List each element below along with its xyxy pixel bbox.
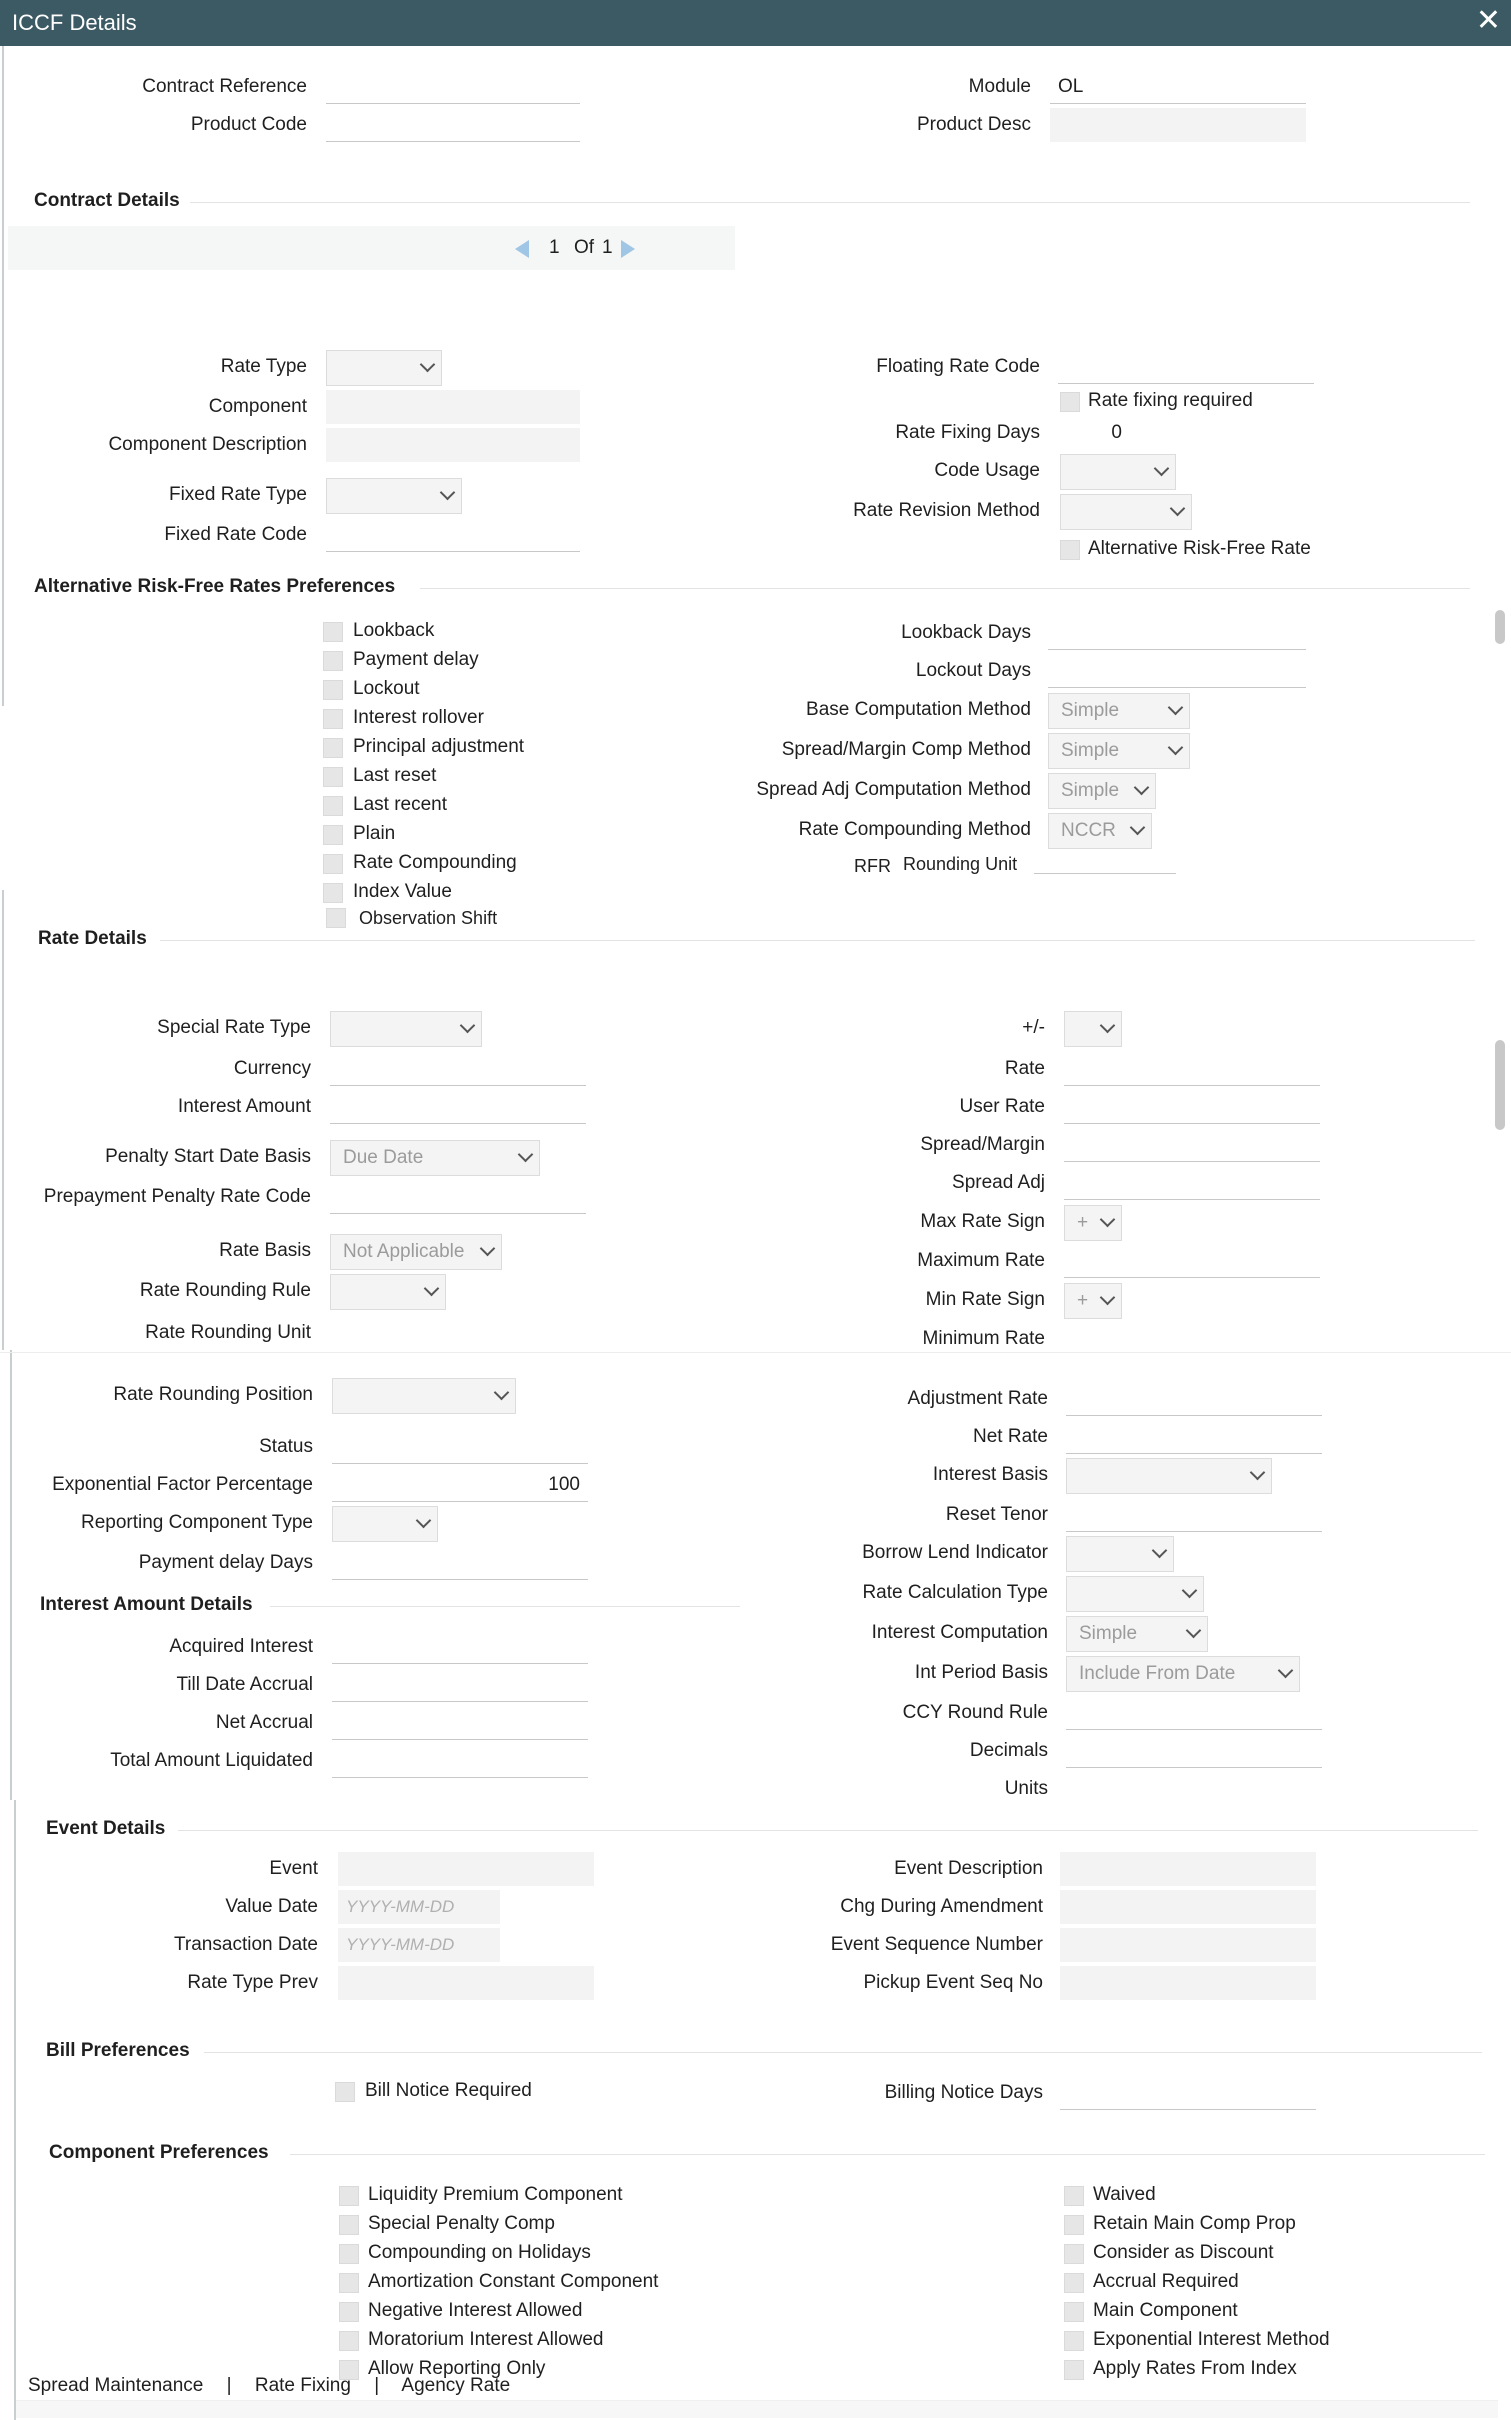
chevron-down-icon bbox=[1100, 1290, 1116, 1306]
total-amount-liquidated-input[interactable] bbox=[332, 1744, 588, 1778]
net-accrual-label: Net Accrual bbox=[215, 1712, 313, 1733]
window-title: ICCF Details bbox=[12, 10, 137, 35]
section-divider bbox=[160, 940, 1475, 941]
apply-rates-from-index-checkbox[interactable] bbox=[1064, 2360, 1084, 2380]
waived-label: Waived bbox=[1093, 2184, 1156, 2205]
exponential-interest-method-label: Exponential Interest Method bbox=[1093, 2329, 1330, 2350]
negative-interest-allowed-checkbox[interactable] bbox=[339, 2302, 359, 2322]
spread-adj-computation-select[interactable] bbox=[1048, 773, 1156, 809]
product-code-input[interactable] bbox=[326, 108, 580, 142]
footer-links bbox=[28, 2375, 510, 2397]
product-desc-input bbox=[1050, 108, 1306, 142]
max-rate-sign-label: Max Rate Sign bbox=[920, 1211, 1045, 1232]
scrollbar-thumb[interactable] bbox=[1495, 610, 1505, 644]
spread-margin-input[interactable] bbox=[1064, 1128, 1320, 1162]
retain-main-comp-prop-label: Retain Main Comp Prop bbox=[1093, 2213, 1296, 2234]
payment-delay-days-input[interactable] bbox=[332, 1546, 588, 1580]
last-reset-checkbox[interactable] bbox=[323, 767, 343, 787]
interest-basis-select[interactable] bbox=[1066, 1458, 1272, 1494]
left-border bbox=[14, 1800, 16, 2420]
currency-input[interactable] bbox=[330, 1052, 586, 1086]
rate-basis-select[interactable] bbox=[330, 1234, 502, 1270]
acquired-interest-input[interactable] bbox=[332, 1630, 588, 1664]
frame-divider bbox=[0, 1352, 1511, 1353]
lockout-days-input[interactable] bbox=[1048, 654, 1306, 688]
moratorium-interest-allowed-checkbox[interactable] bbox=[339, 2331, 359, 2351]
payment-delay-label: Payment delay bbox=[353, 649, 479, 670]
retain-main-comp-prop-checkbox[interactable] bbox=[1064, 2215, 1084, 2235]
ccy-round-rule-label: CCY Round Rule bbox=[902, 1702, 1048, 1723]
close-icon[interactable]: ✕ bbox=[1475, 4, 1501, 37]
index-value-label: Index Value bbox=[353, 881, 452, 902]
adjustment-rate-input[interactable] bbox=[1066, 1382, 1322, 1416]
chevron-down-icon bbox=[420, 357, 436, 373]
rate-label: Rate bbox=[1004, 1058, 1045, 1079]
footer-separator: | bbox=[226, 2375, 232, 2396]
liquidity-premium-component-checkbox[interactable] bbox=[339, 2186, 359, 2206]
total-amount-liquidated-label: Total Amount Liquidated bbox=[110, 1750, 313, 1771]
rate-rounding-rule-select[interactable] bbox=[330, 1274, 446, 1310]
adjustment-rate-label: Adjustment Rate bbox=[907, 1388, 1048, 1409]
module-label: Module bbox=[968, 76, 1031, 97]
code-usage-label: Code Usage bbox=[934, 460, 1040, 481]
fixed-rate-type-select[interactable] bbox=[326, 478, 462, 514]
status-label: Status bbox=[259, 1436, 313, 1457]
rate-rounding-unit-label: Rate Rounding Unit bbox=[145, 1322, 311, 1343]
chevron-down-icon bbox=[424, 1281, 440, 1297]
contract-reference-input[interactable] bbox=[326, 70, 580, 104]
last-recent-label: Last recent bbox=[353, 794, 447, 815]
reporting-component-type-label: Reporting Component Type bbox=[80, 1512, 313, 1533]
chevron-down-icon bbox=[440, 485, 456, 501]
interest-computation-label: Interest Computation bbox=[871, 1622, 1048, 1643]
liquidity-premium-component-label: Liquidity Premium Component bbox=[368, 2184, 623, 2205]
till-date-accrual-label: Till Date Accrual bbox=[176, 1674, 313, 1695]
special-rate-type-label: Special Rate Type bbox=[157, 1017, 311, 1038]
billing-notice-days-label: Billing Notice Days bbox=[884, 2082, 1043, 2103]
left-border bbox=[10, 1350, 12, 1800]
chevron-down-icon bbox=[1278, 1663, 1294, 1679]
chg-during-amendment-input bbox=[1060, 1890, 1316, 1924]
chevron-down-icon bbox=[494, 1385, 510, 1401]
main-component-checkbox[interactable] bbox=[1064, 2302, 1084, 2322]
waived-checkbox[interactable] bbox=[1064, 2186, 1084, 2206]
component-preferences-title: Component Preferences bbox=[49, 2142, 269, 2163]
event-sequence-number-input bbox=[1060, 1928, 1316, 1962]
pickup-event-seq-label: Pickup Event Seq No bbox=[863, 1972, 1043, 1993]
min-rate-sign-label: Min Rate Sign bbox=[925, 1289, 1045, 1310]
plus-minus-label: +/- bbox=[1022, 1017, 1045, 1038]
rate-compounding-label: Rate Compounding bbox=[353, 852, 517, 873]
last-reset-label: Last reset bbox=[353, 765, 437, 786]
rate-compounding-method-value: NCCR bbox=[1061, 820, 1116, 841]
billing-notice-days-input[interactable] bbox=[1060, 2076, 1316, 2110]
chevron-down-icon bbox=[1186, 1623, 1202, 1639]
max-rate-sign-select[interactable] bbox=[1064, 1205, 1122, 1241]
user-rate-input[interactable] bbox=[1064, 1090, 1320, 1124]
base-computation-value: Simple bbox=[1061, 700, 1120, 721]
moratorium-interest-allowed-label: Moratorium Interest Allowed bbox=[368, 2329, 604, 2350]
code-usage-select[interactable] bbox=[1060, 454, 1176, 490]
spread-margin-label: Spread/Margin bbox=[920, 1134, 1045, 1155]
product-code-label: Product Code bbox=[190, 114, 307, 135]
int-period-basis-select[interactable] bbox=[1066, 1656, 1300, 1692]
value-date-label: Value Date bbox=[225, 1896, 318, 1917]
event-details-title: Event Details bbox=[46, 1818, 166, 1839]
negative-interest-allowed-label: Negative Interest Allowed bbox=[368, 2300, 583, 2321]
chevron-down-icon bbox=[1134, 780, 1150, 796]
left-border bbox=[2, 46, 4, 706]
previous-page-icon[interactable] bbox=[515, 240, 529, 258]
max-rate-sign-value: + bbox=[1077, 1212, 1089, 1233]
allow-reporting-only-label: Allow Reporting Only bbox=[368, 2358, 546, 2379]
contract-details-title: Contract Details bbox=[34, 190, 180, 211]
lockout-days-label: Lockout Days bbox=[915, 660, 1031, 681]
rate-calc-type-select[interactable] bbox=[1066, 1576, 1204, 1612]
transaction-date-label: Transaction Date bbox=[174, 1934, 318, 1955]
accrual-required-checkbox[interactable] bbox=[1064, 2273, 1084, 2293]
base-computation-select[interactable] bbox=[1048, 693, 1190, 729]
pager bbox=[8, 226, 735, 270]
rate-fixing-days-label: Rate Fixing Days bbox=[895, 422, 1040, 443]
observation-shift-label: Observation Shift bbox=[359, 908, 498, 928]
bill-notice-required-label: Bill Notice Required bbox=[365, 2080, 532, 2101]
chevron-down-icon bbox=[1250, 1465, 1266, 1481]
reporting-component-type-select[interactable] bbox=[332, 1506, 438, 1542]
rfr-label: RFR bbox=[854, 856, 891, 876]
fixed-rate-code-label: Fixed Rate Code bbox=[164, 524, 307, 545]
section-divider bbox=[290, 2154, 1485, 2155]
principal-adjustment-checkbox[interactable] bbox=[323, 738, 343, 758]
int-period-basis-value: Include From Date bbox=[1079, 1663, 1236, 1684]
chevron-down-icon bbox=[1168, 700, 1184, 716]
observation-shift-checkbox[interactable] bbox=[326, 908, 346, 928]
currency-label: Currency bbox=[233, 1058, 311, 1079]
section-divider bbox=[190, 202, 1470, 203]
chevron-down-icon bbox=[1170, 501, 1186, 517]
interest-amount-label: Interest Amount bbox=[177, 1096, 311, 1117]
footer-separator: | bbox=[374, 2375, 380, 2396]
rate-compounding-checkbox[interactable] bbox=[323, 854, 343, 874]
reset-tenor-label: Reset Tenor bbox=[945, 1504, 1048, 1525]
ccy-round-rule-input[interactable] bbox=[1066, 1696, 1322, 1730]
section-divider bbox=[420, 588, 1470, 589]
prepayment-penalty-input[interactable] bbox=[330, 1180, 586, 1214]
till-date-accrual-input[interactable] bbox=[332, 1668, 588, 1702]
chevron-down-icon bbox=[1100, 1212, 1116, 1228]
principal-adjustment-label: Principal adjustment bbox=[353, 736, 525, 757]
event-input bbox=[338, 1852, 594, 1886]
acquired-interest-label: Acquired Interest bbox=[169, 1636, 313, 1657]
interest-amount-details-title: Interest Amount Details bbox=[40, 1594, 253, 1615]
rate-type-prev-label: Rate Type Prev bbox=[187, 1972, 318, 1993]
rate-revision-method-label: Rate Revision Method bbox=[853, 500, 1040, 521]
base-computation-label: Base Computation Method bbox=[806, 699, 1031, 720]
interest-computation-select[interactable] bbox=[1066, 1616, 1208, 1652]
chevron-down-icon bbox=[1182, 1583, 1198, 1599]
lookback-days-input[interactable] bbox=[1048, 616, 1306, 650]
bill-preferences-title: Bill Preferences bbox=[46, 2040, 190, 2061]
component-description-label: Component Description bbox=[108, 434, 307, 455]
net-accrual-input[interactable] bbox=[332, 1706, 588, 1740]
pager-current: 1 bbox=[549, 237, 560, 258]
rate-compounding-method-label: Rate Compounding Method bbox=[798, 819, 1031, 840]
lookback-days-label: Lookback Days bbox=[901, 622, 1031, 643]
rfr-rounding-unit-input[interactable] bbox=[1034, 840, 1176, 874]
rate-rounding-position-select[interactable] bbox=[332, 1378, 516, 1414]
left-border bbox=[2, 890, 4, 1350]
spread-margin-comp-value: Simple bbox=[1061, 740, 1120, 761]
net-rate-input[interactable] bbox=[1066, 1420, 1322, 1454]
consider-as-discount-checkbox[interactable] bbox=[1064, 2244, 1084, 2264]
reset-tenor-input[interactable] bbox=[1066, 1498, 1322, 1532]
plain-checkbox[interactable] bbox=[323, 825, 343, 845]
event-description-label: Event Description bbox=[894, 1858, 1043, 1879]
plain-label: Plain bbox=[353, 823, 396, 844]
chevron-down-icon bbox=[1130, 820, 1146, 836]
scrollbar-thumb[interactable] bbox=[1495, 1040, 1505, 1130]
chevron-down-icon bbox=[1100, 1018, 1116, 1034]
pager-of: Of bbox=[574, 237, 595, 258]
penalty-start-date-basis-select[interactable] bbox=[330, 1140, 540, 1176]
special-penalty-comp-checkbox[interactable] bbox=[339, 2215, 359, 2235]
interest-rollover-checkbox[interactable] bbox=[323, 709, 343, 729]
rate-calc-type-label: Rate Calculation Type bbox=[862, 1582, 1048, 1603]
special-penalty-comp-label: Special Penalty Comp bbox=[368, 2213, 555, 2234]
spread-adj-computation-label: Spread Adj Computation Method bbox=[756, 779, 1031, 800]
agency-rate-link[interactable]: Agency Rate bbox=[401, 2375, 511, 2396]
special-rate-type-select[interactable] bbox=[330, 1011, 482, 1047]
section-divider bbox=[204, 2052, 1482, 2053]
units-label: Units bbox=[1004, 1778, 1048, 1799]
event-sequence-number-label: Event Sequence Number bbox=[830, 1934, 1043, 1955]
event-description-input bbox=[1060, 1852, 1316, 1886]
borrow-lend-select[interactable] bbox=[1066, 1536, 1174, 1572]
status-input[interactable] bbox=[332, 1430, 588, 1464]
pager-total: 1 bbox=[602, 237, 613, 258]
rate-type-prev-input bbox=[338, 1966, 594, 2000]
rate-basis-label: Rate Basis bbox=[219, 1240, 311, 1261]
decimals-input[interactable] bbox=[1066, 1734, 1322, 1768]
plus-minus-select[interactable] bbox=[1064, 1011, 1122, 1047]
product-desc-label: Product Desc bbox=[916, 114, 1031, 135]
rate-basis-value: Not Applicable bbox=[343, 1241, 465, 1262]
spread-margin-comp-select[interactable] bbox=[1048, 733, 1190, 769]
penalty-start-date-basis-value: Due Date bbox=[343, 1147, 424, 1168]
compounding-on-holidays-label: Compounding on Holidays bbox=[368, 2242, 591, 2263]
spread-margin-comp-label: Spread/Margin Comp Method bbox=[781, 739, 1031, 760]
rate-details-title: Rate Details bbox=[38, 928, 147, 949]
apply-rates-from-index-label: Apply Rates From Index bbox=[1093, 2358, 1297, 2379]
interest-basis-label: Interest Basis bbox=[932, 1464, 1048, 1485]
consider-as-discount-label: Consider as Discount bbox=[1093, 2242, 1274, 2263]
rate-fixing-required-checkbox[interactable] bbox=[1060, 392, 1080, 412]
value-date-placeholder: YYYY-MM-DD bbox=[346, 1897, 455, 1916]
chevron-down-icon bbox=[1168, 740, 1184, 756]
payment-delay-days-label: Payment delay Days bbox=[138, 1552, 313, 1573]
chevron-down-icon bbox=[518, 1147, 534, 1163]
payment-delay-checkbox[interactable] bbox=[323, 651, 343, 671]
window-titlebar bbox=[0, 0, 1511, 46]
footer-bar bbox=[16, 2401, 1498, 2418]
penalty-start-date-basis-label: Penalty Start Date Basis bbox=[105, 1146, 311, 1167]
rate-rounding-position-label: Rate Rounding Position bbox=[113, 1384, 313, 1405]
exp-factor-label: Exponential Factor Percentage bbox=[52, 1474, 313, 1495]
compounding-on-holidays-checkbox[interactable] bbox=[339, 2244, 359, 2264]
contract-reference-label: Contract Reference bbox=[142, 76, 307, 97]
floating-rate-code-input[interactable] bbox=[1058, 350, 1314, 384]
chevron-down-icon bbox=[416, 1513, 432, 1529]
component-label: Component bbox=[208, 396, 307, 417]
minimum-rate-label: Minimum Rate bbox=[922, 1328, 1045, 1348]
pickup-event-seq-input bbox=[1060, 1966, 1316, 2000]
chevron-down-icon bbox=[460, 1018, 476, 1034]
rate-rounding-rule-label: Rate Rounding Rule bbox=[139, 1280, 311, 1301]
interest-computation-value: Simple bbox=[1079, 1623, 1138, 1644]
section-divider bbox=[178, 1830, 1478, 1831]
section-divider bbox=[270, 1606, 740, 1607]
chg-during-amendment-label: Chg During Amendment bbox=[840, 1896, 1043, 1917]
floating-rate-code-label: Floating Rate Code bbox=[876, 356, 1040, 377]
index-value-checkbox[interactable] bbox=[323, 883, 343, 903]
maximum-rate-label: Maximum Rate bbox=[917, 1250, 1045, 1271]
lockout-checkbox[interactable] bbox=[323, 680, 343, 700]
rate-fixing-days-input[interactable]: 0 bbox=[1111, 422, 1122, 443]
prepayment-penalty-label: Prepayment Penalty Rate Code bbox=[43, 1186, 311, 1207]
rate-revision-method-select[interactable] bbox=[1060, 494, 1192, 530]
last-recent-checkbox[interactable] bbox=[323, 796, 343, 816]
rate-fixing-required-label: Rate fixing required bbox=[1088, 390, 1253, 411]
rate-input[interactable] bbox=[1064, 1052, 1320, 1086]
maximum-rate-input[interactable] bbox=[1064, 1244, 1320, 1278]
borrow-lend-label: Borrow Lend Indicator bbox=[862, 1542, 1048, 1563]
net-rate-label: Net Rate bbox=[973, 1426, 1048, 1447]
spread-adj-input[interactable] bbox=[1064, 1166, 1320, 1200]
lockout-label: Lockout bbox=[353, 678, 420, 699]
value-date-input[interactable] bbox=[338, 1890, 500, 1924]
spread-adj-computation-value: Simple bbox=[1061, 780, 1120, 801]
bill-notice-required-checkbox[interactable] bbox=[335, 2082, 355, 2102]
main-component-label: Main Component bbox=[1093, 2300, 1238, 2321]
lookback-label: Lookback bbox=[353, 620, 435, 641]
event-label: Event bbox=[269, 1858, 318, 1879]
module-input[interactable]: OL bbox=[1050, 70, 1306, 104]
alternative-rfr-checkbox[interactable] bbox=[1060, 540, 1080, 560]
fixed-rate-type-label: Fixed Rate Type bbox=[168, 484, 307, 505]
component-input bbox=[326, 390, 580, 424]
min-rate-sign-value: + bbox=[1077, 1290, 1089, 1311]
interest-amount-input[interactable] bbox=[330, 1090, 586, 1124]
exponential-interest-method-checkbox[interactable] bbox=[1064, 2331, 1084, 2351]
transaction-date-input[interactable] bbox=[338, 1928, 500, 1962]
transaction-date-placeholder: YYYY-MM-DD bbox=[346, 1935, 455, 1954]
next-page-icon[interactable] bbox=[621, 240, 635, 258]
accrual-required-label: Accrual Required bbox=[1093, 2271, 1239, 2292]
amortization-constant-component-label: Amortization Constant Component bbox=[368, 2271, 659, 2292]
min-rate-sign-select[interactable] bbox=[1064, 1283, 1122, 1319]
lookback-checkbox[interactable] bbox=[323, 622, 343, 642]
fixed-rate-code-input[interactable] bbox=[326, 518, 580, 552]
chevron-down-icon bbox=[1154, 461, 1170, 477]
spread-maintenance-link[interactable]: Spread Maintenance bbox=[28, 2375, 204, 2396]
spread-adj-label: Spread Adj bbox=[952, 1172, 1045, 1193]
rate-type-select[interactable] bbox=[326, 350, 442, 386]
exp-factor-input[interactable]: 100 bbox=[332, 1468, 588, 1502]
decimals-label: Decimals bbox=[969, 1740, 1048, 1761]
rate-fixing-link[interactable]: Rate Fixing bbox=[254, 2375, 351, 2396]
rate-type-label: Rate Type bbox=[220, 356, 307, 377]
amortization-constant-component-checkbox[interactable] bbox=[339, 2273, 359, 2293]
user-rate-label: User Rate bbox=[959, 1096, 1045, 1117]
arfr-title: Alternative Risk-Free Rates Preferences bbox=[34, 576, 396, 597]
component-description-input bbox=[326, 428, 580, 462]
chevron-down-icon bbox=[1152, 1543, 1168, 1559]
int-period-basis-label: Int Period Basis bbox=[914, 1662, 1048, 1683]
interest-rollover-label: Interest rollover bbox=[353, 707, 484, 728]
alternative-rfr-label: Alternative Risk-Free Rate bbox=[1088, 538, 1311, 559]
rounding-unit-label: Rounding Unit bbox=[903, 854, 1018, 874]
chevron-down-icon bbox=[480, 1241, 496, 1257]
